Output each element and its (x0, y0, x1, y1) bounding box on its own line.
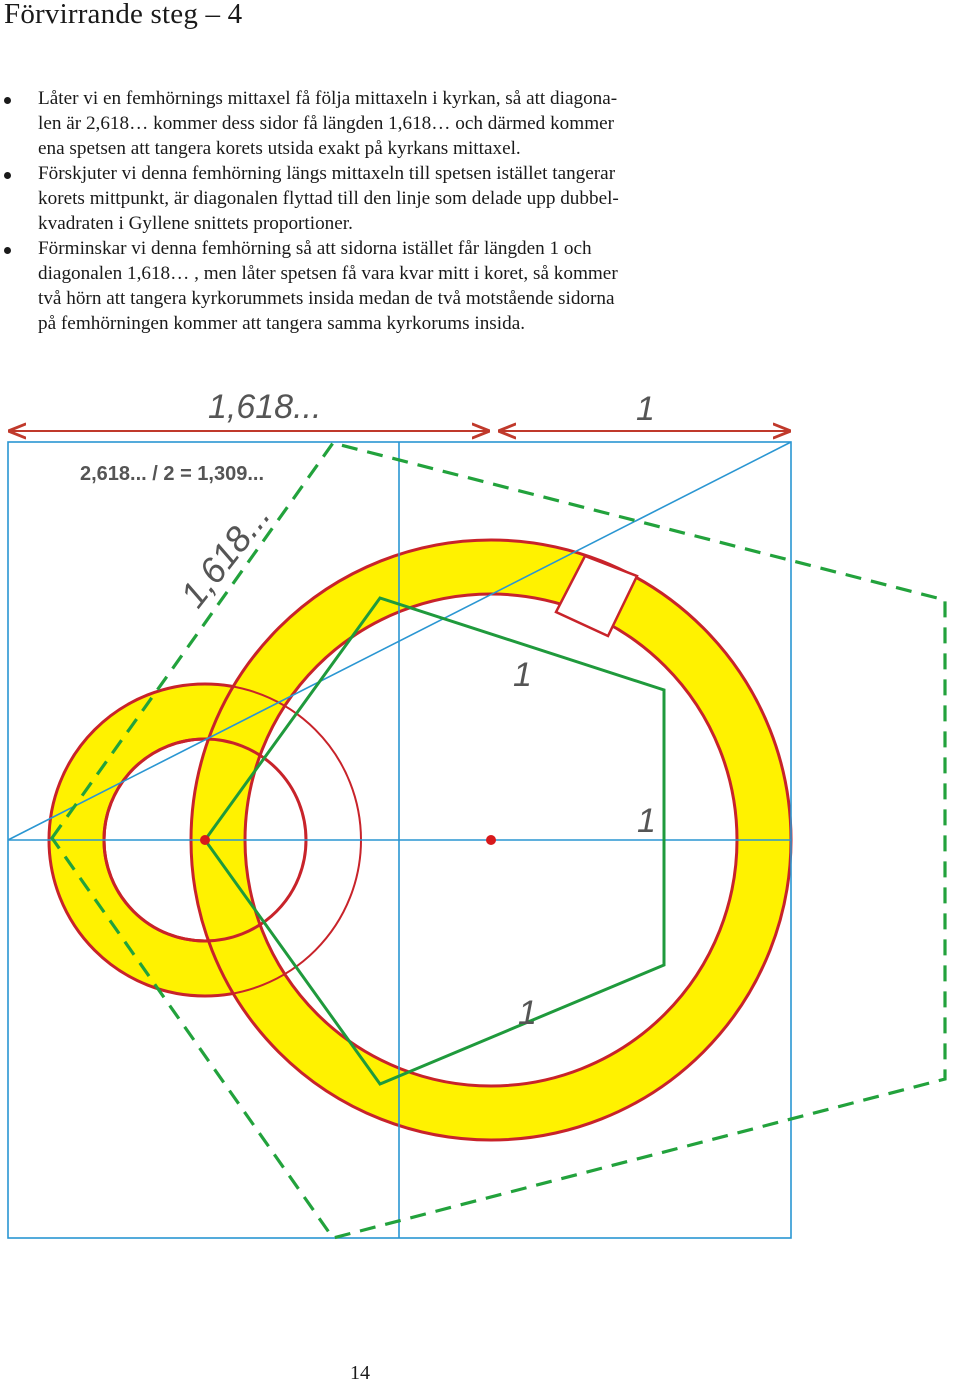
pentagon-geometry-figure (0, 370, 960, 1250)
bullet-icon (4, 172, 11, 179)
bullet-item (0, 236, 740, 336)
diagonal-measure-label: 1,618... (171, 495, 279, 615)
bullet-icon (4, 97, 11, 104)
bullet-line: Förskjuter vi denna femhörning längs mittaxeln till spetsen istället tangerar (38, 163, 616, 184)
formula-label: 2,618... / 2 = 1,309... (80, 463, 265, 485)
bullet-line: diagonalen 1,618… , men låter spetsen få vara kvar mitt i koret, så kommer (38, 263, 618, 284)
bullet-item (0, 161, 740, 236)
bullet-line: Förminskar vi denna femhörning så att sidorna istället får längden 1 och (38, 238, 592, 259)
large-circle-center-dot (486, 835, 496, 845)
page-number: 14 (350, 1362, 370, 1384)
side-label-top: 1 (513, 656, 532, 694)
side-label-right: 1 (637, 802, 656, 840)
bullet-line: korets mittpunkt, är diagonalen flyttad till den linje som delade upp dubbel- (38, 188, 619, 209)
page-title: Förvirrande steg – 4 (4, 0, 243, 30)
bullet-item (0, 86, 740, 161)
side-label-bottom: 1 (518, 994, 537, 1032)
bullet-line: ena spetsen att tangera korets utsida exakt på kyrkans mittaxel. (38, 138, 521, 159)
blue-frame (8, 442, 791, 1238)
bullet-line: Låter vi en femhörnings mittaxel få följa mittaxeln i kyrkan, så att diagona- (38, 88, 618, 109)
measure-label-right: 1 (636, 390, 655, 428)
bullet-line: på femhörningen kommer att tangera samma kyrkorums insida. (38, 313, 526, 334)
bullet-list (0, 86, 740, 336)
bullet-icon (4, 247, 11, 254)
bullet-line: len är 2,618… kommer dess sidor få längden 1,618… och därmed kommer (38, 113, 615, 134)
measure-label-left: 1,618... (208, 388, 322, 426)
bullet-line: kvadraten i Gyllene snittets proportioner. (38, 213, 353, 234)
bullet-line: två hörn att tangera kyrkorummets insida medan de två motstående sidorna (38, 288, 615, 309)
small-circle-center-dot (200, 835, 210, 845)
